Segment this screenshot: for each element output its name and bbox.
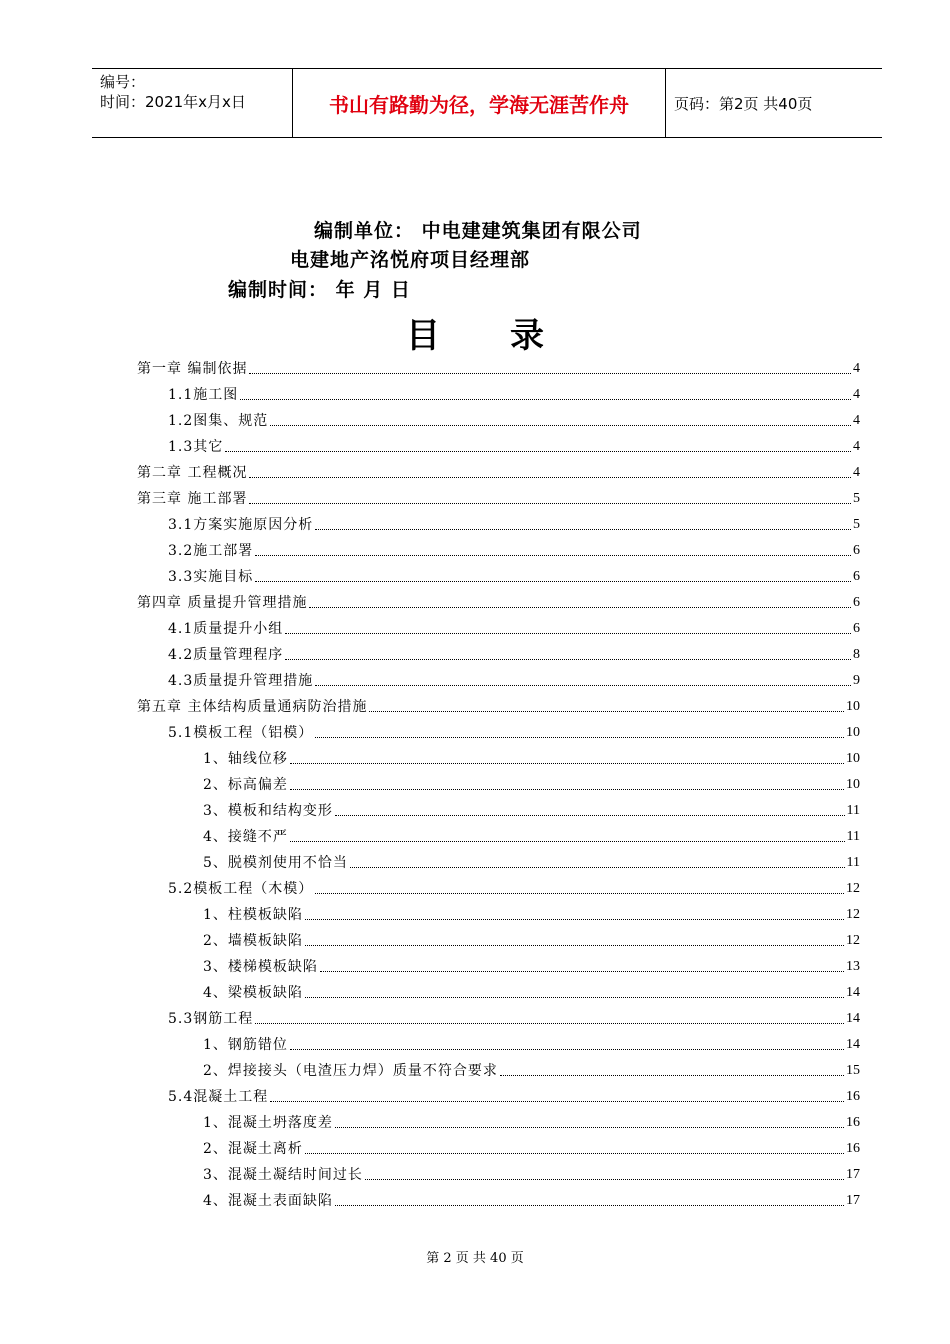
toc-entry[interactable] bbox=[203, 846, 860, 872]
toc-entry-page: 12 bbox=[846, 907, 860, 922]
toc-entry[interactable] bbox=[168, 716, 860, 742]
toc-entry[interactable] bbox=[137, 586, 860, 612]
toc-entry-label: 2、标高偏差 bbox=[203, 777, 288, 793]
toc-dot-leader bbox=[315, 737, 844, 738]
toc-entry-label: 4.2质量管理程序 bbox=[168, 647, 284, 663]
toc-entry[interactable] bbox=[168, 1002, 860, 1028]
toc-entry-page: 5 bbox=[853, 491, 860, 506]
toc-entry-label: 2、墙模板缺陷 bbox=[203, 933, 303, 949]
page-footer: 第 2 页 共 40 页 bbox=[426, 1251, 524, 1266]
toc-dot-leader bbox=[255, 581, 851, 582]
toc-entry-page: 10 bbox=[846, 699, 860, 714]
toc-entry[interactable] bbox=[137, 352, 860, 378]
toc-title-left: 目 bbox=[406, 316, 440, 356]
toc-entry[interactable] bbox=[168, 612, 860, 638]
toc-entry-label: 4、接缝不严 bbox=[203, 829, 288, 845]
toc-entry-label: 1、轴线位移 bbox=[203, 751, 288, 767]
toc-dot-leader bbox=[350, 867, 845, 868]
toc-entry-label: 3.3实施目标 bbox=[168, 569, 254, 585]
toc-entry[interactable] bbox=[168, 508, 860, 534]
toc-entry-label: 第一章 编制依据 bbox=[137, 361, 248, 377]
toc-dot-leader bbox=[290, 1049, 844, 1050]
header-page-info: 页码：第2页 共40页 bbox=[674, 94, 813, 113]
toc-entry-page: 5 bbox=[853, 517, 860, 532]
toc-entry[interactable] bbox=[203, 1184, 860, 1210]
toc-entry-label: 第二章 工程概况 bbox=[137, 465, 248, 481]
toc-entry-page: 11 bbox=[846, 829, 860, 844]
toc-entry-page: 11 bbox=[846, 855, 860, 870]
toc-entry[interactable] bbox=[203, 1132, 860, 1158]
toc-dot-leader bbox=[365, 1179, 844, 1180]
toc-entry[interactable] bbox=[168, 872, 860, 898]
toc-dot-leader bbox=[305, 945, 844, 946]
toc-entry[interactable] bbox=[203, 794, 860, 820]
toc-entry-label: 2、混凝土离析 bbox=[203, 1141, 303, 1157]
toc-dot-leader bbox=[270, 425, 851, 426]
toc-entry-label: 1.3其它 bbox=[168, 439, 224, 455]
toc-entry-page: 12 bbox=[846, 933, 860, 948]
toc-entry-page: 16 bbox=[846, 1089, 860, 1104]
toc-entry-label: 3、楼梯模板缺陷 bbox=[203, 959, 318, 975]
toc-entry[interactable] bbox=[203, 1158, 860, 1184]
toc-entry[interactable] bbox=[137, 690, 860, 716]
toc-dot-leader bbox=[255, 1023, 844, 1024]
toc-entry-page: 10 bbox=[846, 751, 860, 766]
toc-dot-leader bbox=[335, 815, 845, 816]
toc-entry[interactable] bbox=[203, 976, 860, 1002]
toc-dot-leader bbox=[290, 789, 844, 790]
toc-dot-leader bbox=[249, 477, 851, 478]
toc-entry[interactable] bbox=[168, 404, 860, 430]
toc-entry-page: 6 bbox=[853, 543, 860, 558]
toc-entry-label: 3、模板和结构变形 bbox=[203, 803, 333, 819]
toc-entry-page: 16 bbox=[846, 1115, 860, 1130]
toc-entry-page: 4 bbox=[853, 387, 860, 402]
toc-entry-page: 4 bbox=[853, 361, 860, 376]
toc-dot-leader bbox=[290, 841, 845, 842]
toc-entry-label: 第四章 质量提升管理措施 bbox=[137, 595, 308, 611]
toc-entry-page: 11 bbox=[846, 803, 860, 818]
toc-entry-page: 17 bbox=[846, 1167, 860, 1182]
toc-entry-label: 5.1模板工程（铝模） bbox=[168, 725, 314, 741]
toc-entry[interactable] bbox=[203, 924, 860, 950]
toc-entry-label: 3、混凝土凝结时间过长 bbox=[203, 1167, 363, 1183]
document-time: 时间：2021年x月x日 bbox=[100, 93, 246, 111]
toc-entry-page: 10 bbox=[846, 725, 860, 740]
toc-entry-page: 10 bbox=[846, 777, 860, 792]
toc-entry[interactable] bbox=[203, 820, 860, 846]
toc-entry-label: 4.1质量提升小组 bbox=[168, 621, 284, 637]
toc-entry-page: 4 bbox=[853, 439, 860, 454]
toc-entry[interactable] bbox=[168, 534, 860, 560]
toc-entry-page: 9 bbox=[853, 673, 860, 688]
toc-dot-leader bbox=[315, 685, 851, 686]
toc-entry-label: 1.2图集、规范 bbox=[168, 413, 269, 429]
toc-entry[interactable] bbox=[168, 430, 860, 456]
toc-entry[interactable] bbox=[168, 664, 860, 690]
project-department: 电建地产洺悦府项目经理部 bbox=[290, 249, 531, 271]
toc-entry-page: 12 bbox=[846, 881, 860, 896]
header-left-cell bbox=[92, 69, 293, 137]
toc-entry-page: 13 bbox=[846, 959, 860, 974]
toc-dot-leader bbox=[500, 1075, 844, 1076]
toc-entry-page: 8 bbox=[853, 647, 860, 662]
toc-entry-label: 1、柱模板缺陷 bbox=[203, 907, 303, 923]
toc-entry-page: 14 bbox=[846, 985, 860, 1000]
toc-dot-leader bbox=[320, 971, 844, 972]
toc-entry-label: 1、钢筋错位 bbox=[203, 1037, 288, 1053]
toc-entry[interactable] bbox=[168, 1080, 860, 1106]
toc-entry-page: 14 bbox=[846, 1037, 860, 1052]
toc-dot-leader bbox=[249, 373, 851, 374]
header-motto: 书山有路勤为径，学海无涯苦作舟 bbox=[293, 69, 666, 137]
toc-dot-leader bbox=[285, 633, 851, 634]
toc-dot-leader bbox=[309, 607, 851, 608]
toc-entry-page: 6 bbox=[853, 569, 860, 584]
toc-dot-leader bbox=[290, 763, 844, 764]
toc-entry-label: 1.1施工图 bbox=[168, 387, 239, 403]
toc-dot-leader bbox=[285, 659, 851, 660]
toc-entry[interactable] bbox=[203, 742, 860, 768]
compiling-date: 编制时间： 年 月 日 bbox=[228, 279, 411, 301]
toc-entry[interactable] bbox=[203, 1054, 860, 1080]
document-number: 编号： bbox=[100, 73, 146, 91]
toc-entry[interactable] bbox=[168, 638, 860, 664]
toc-dot-leader bbox=[249, 503, 851, 504]
toc-entry[interactable] bbox=[203, 768, 860, 794]
toc-entry-label: 4、混凝土表面缺陷 bbox=[203, 1193, 333, 1209]
toc-entry-page: 6 bbox=[853, 621, 860, 636]
toc-entry-label: 4、梁模板缺陷 bbox=[203, 985, 303, 1001]
toc-dot-leader bbox=[315, 893, 844, 894]
toc-dot-leader bbox=[305, 919, 844, 920]
toc-entry-label: 2、焊接接头（电渣压力焊）质量不符合要求 bbox=[203, 1063, 498, 1079]
toc-entry-page: 17 bbox=[846, 1193, 860, 1208]
toc-dot-leader bbox=[305, 997, 844, 998]
toc-entry[interactable] bbox=[137, 482, 860, 508]
toc-entry-label: 1、混凝土坍落度差 bbox=[203, 1115, 333, 1131]
toc-entry[interactable] bbox=[203, 1106, 860, 1132]
toc-entry[interactable] bbox=[203, 950, 860, 976]
toc-entry-page: 6 bbox=[853, 595, 860, 610]
compiling-org: 编制单位： 中电建建筑集团有限公司 bbox=[314, 220, 642, 242]
toc-entry-page: 15 bbox=[846, 1063, 860, 1078]
toc-dot-leader bbox=[255, 555, 851, 556]
toc-dot-leader bbox=[225, 451, 851, 452]
toc-title bbox=[0, 308, 950, 357]
toc-dot-leader bbox=[240, 399, 851, 400]
toc-entry[interactable] bbox=[203, 1028, 860, 1054]
toc-dot-leader bbox=[335, 1205, 844, 1206]
toc-dot-leader bbox=[369, 711, 844, 712]
toc-entry-label: 5.4混凝土工程 bbox=[168, 1089, 269, 1105]
toc-entry[interactable] bbox=[168, 560, 860, 586]
toc-entry-page: 4 bbox=[853, 465, 860, 480]
toc-dot-leader bbox=[270, 1101, 844, 1102]
toc-entry-label: 3.2施工部署 bbox=[168, 543, 254, 559]
toc-dot-leader bbox=[315, 529, 851, 530]
toc-entry-page: 14 bbox=[846, 1011, 860, 1026]
toc-dot-leader bbox=[305, 1153, 844, 1154]
toc-entry-page: 4 bbox=[853, 413, 860, 428]
toc-entry-label: 4.3质量提升管理措施 bbox=[168, 673, 314, 689]
toc-entry-label: 5、脱模剂使用不恰当 bbox=[203, 855, 348, 871]
toc-entry[interactable] bbox=[203, 898, 860, 924]
toc-entry-page: 16 bbox=[846, 1141, 860, 1156]
toc-entry-label: 5.2模板工程（木模） bbox=[168, 881, 314, 897]
toc-entry-label: 第三章 施工部署 bbox=[137, 491, 248, 507]
toc-entry[interactable] bbox=[168, 378, 860, 404]
toc-entry[interactable] bbox=[137, 456, 860, 482]
toc-entry-label: 5.3钢筋工程 bbox=[168, 1011, 254, 1027]
toc-entry-label: 3.1方案实施原因分析 bbox=[168, 517, 314, 533]
toc-entry-label: 第五章 主体结构质量通病防治措施 bbox=[137, 699, 368, 715]
toc-dot-leader bbox=[335, 1127, 844, 1128]
page-header-table bbox=[92, 68, 882, 138]
toc-title-right: 录 bbox=[510, 316, 544, 356]
